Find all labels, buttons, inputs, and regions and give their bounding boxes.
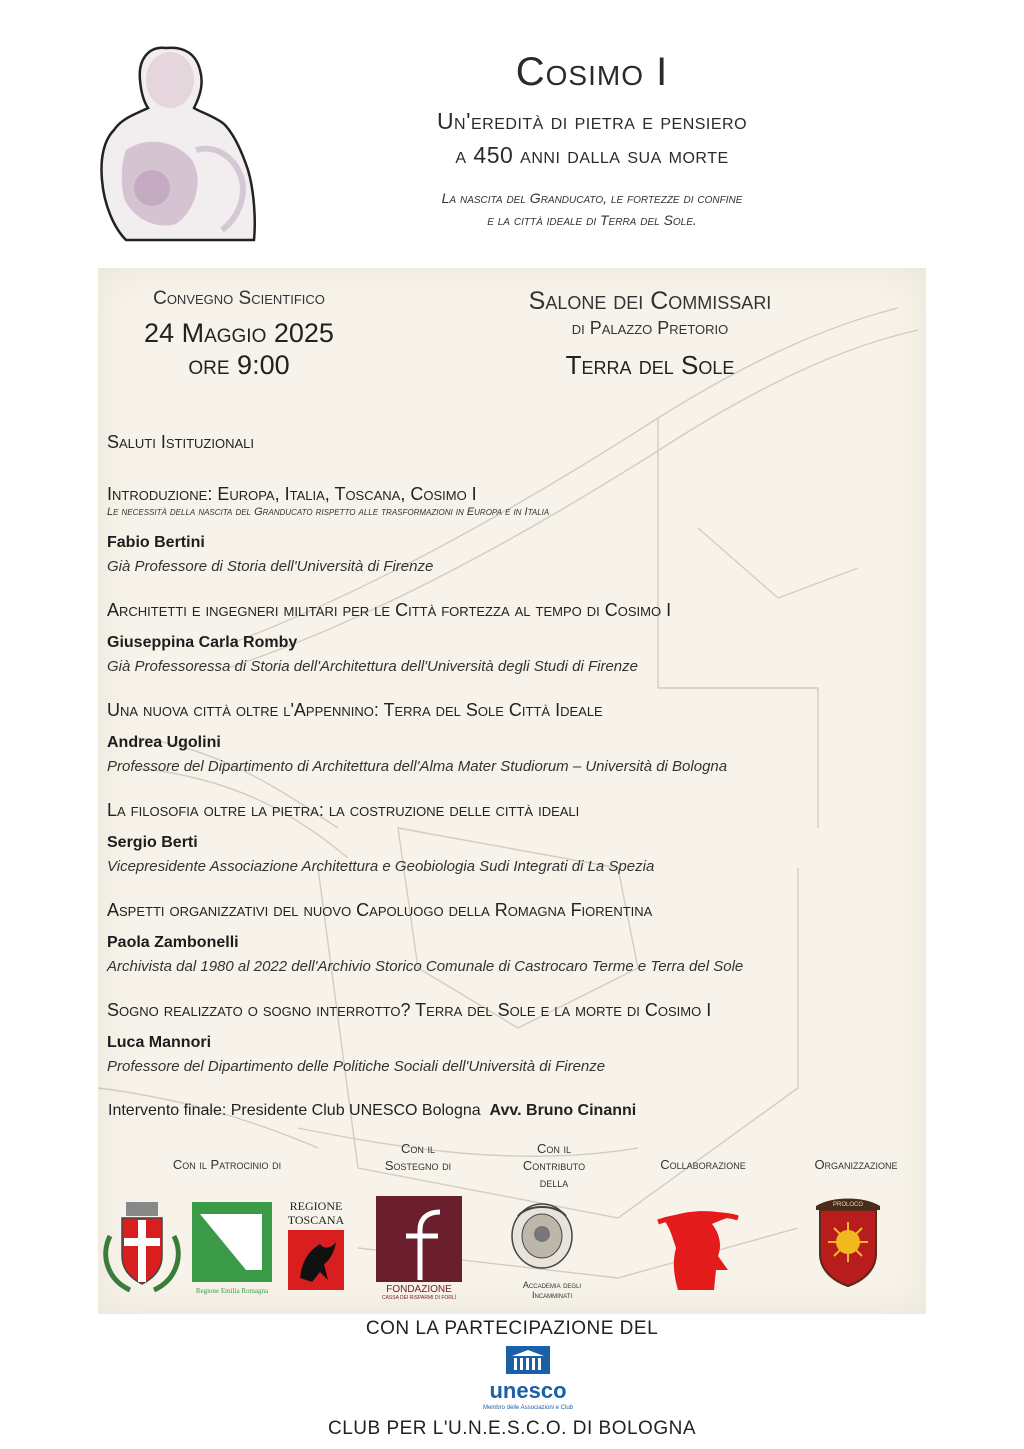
speaker-role: Archivista dal 1980 al 2022 dell'Archivio Storico Comunale di Castrocaro Terme e Terra del Sole — [107, 958, 744, 975]
venue-name: Salone dei Commissari — [528, 287, 772, 315]
cosimo-portrait — [96, 40, 258, 242]
support-label — [358, 1140, 478, 1174]
tagline-line-1: La nascita del Granducato, le fortezze di confine — [441, 190, 743, 206]
speaker-name: Giuseppina Carla Romby — [107, 634, 298, 651]
session-title: Una nuova città oltre l'Appennino: Terra del Sole Città Ideale — [107, 700, 603, 720]
patronage-label: Con il Patrocinio di — [172, 1157, 282, 1172]
contribution-label-line: Contributo — [522, 1158, 586, 1173]
session-title: Sogno realizzato o sogno interrotto? Terra del Sole e la morte di Cosimo I — [107, 1000, 712, 1020]
event-time: ore 9:00 — [188, 350, 290, 380]
accademia-caption-line: Accademia degli — [522, 1280, 582, 1290]
speaker-role: Vicepresidente Associazione Architettura e Geobiologia Sudi Integrati di La Spezia — [107, 858, 655, 875]
regione-toscana-logo-icon — [284, 1198, 348, 1294]
speaker-name: Luca Mannori — [107, 1034, 212, 1051]
unesco-subtitle: Membro delle Associazioni e Club — [482, 1405, 574, 1411]
unesco-wordmark: unesco — [489, 1378, 567, 1403]
support-label-line: Con il — [400, 1141, 435, 1156]
accademia-crest-icon — [502, 1200, 582, 1276]
emilia-romagna-caption: Regione Emilia Romagna — [195, 1287, 269, 1295]
final-speech-label: Intervento finale: Presidente Club UNESCO Bologna — [108, 1102, 481, 1119]
emilia-romagna-logo-icon — [190, 1200, 274, 1296]
speaker-name: Fabio Bertini — [107, 534, 205, 551]
greetings-heading: Saluti Istituzionali — [107, 432, 254, 452]
event-date: 24 Maggio 2025 — [144, 318, 334, 348]
fondazione-subcaption: CASSA DEI RISPARMI DI FORLÌ — [381, 1295, 457, 1300]
speaker-name: Andrea Ugolini — [107, 734, 221, 751]
municipality-crest-icon — [100, 1196, 184, 1294]
page-title: Cosimo I — [515, 50, 669, 94]
organization-label: Organizzazione — [814, 1157, 898, 1172]
contribution-label-line: Con il — [536, 1141, 571, 1156]
session-title: La filosofia oltre la pietra: la costruzione delle città ideali — [107, 800, 580, 820]
venue-town: Terra del Sole — [565, 350, 735, 380]
tagline-line-2: e la città ideale di Terra del Sole. — [487, 212, 697, 228]
accademia-caption-line: Incamminati — [531, 1290, 573, 1300]
toscana-caption-line: TOSCANA — [287, 1213, 345, 1227]
subtitle-line-1: Un'eredità di pietra e pensiero — [436, 108, 748, 134]
proloco-crest-icon — [812, 1192, 884, 1292]
club-name: CLUB PER L'U.N.E.S.C.O. DI BOLOGNA — [328, 1418, 696, 1439]
accademia-caption — [492, 1280, 612, 1300]
event-type: Convegno Scientifico — [153, 288, 325, 309]
unesco-logo-icon — [472, 1346, 584, 1412]
final-speech — [108, 1102, 636, 1120]
proloco-label: PROLOCO — [832, 1202, 864, 1208]
speaker-role: Già Professoressa di Storia dell'Architettura dell'Università degli Studi di Firenze — [107, 658, 638, 675]
contribution-label — [494, 1140, 614, 1191]
venue-building: di Palazzo Pretorio — [571, 318, 729, 338]
support-label-line: Sostegno di — [384, 1158, 452, 1173]
session-title: Aspetti organizzativi del nuovo Capoluogo della Romagna Fiorentina — [107, 900, 653, 920]
contribution-label-line: della — [539, 1175, 569, 1190]
participation-text: CON LA PARTECIPAZIONE DEL — [365, 1318, 659, 1339]
fondazione-logo-icon — [376, 1196, 464, 1300]
toscana-caption-line: REGIONE — [289, 1199, 343, 1213]
speaker-role: Professore del Dipartimento delle Politiche Sociali dell'Università di Firenze — [107, 1058, 606, 1075]
session-title: Introduzione: Europa, Italia, Toscana, Cosimo I — [107, 484, 477, 504]
session-note: Le necessità della nascita del Granducato rispetto alle trasformazioni in Europa e in Italia — [107, 506, 550, 518]
speaker-name: Paola Zambonelli — [107, 934, 239, 951]
red-silhouette-logo-icon — [650, 1200, 746, 1292]
final-speech-name: Avv. Bruno Cinanni — [489, 1102, 637, 1119]
speaker-name: Sergio Berti — [107, 834, 198, 851]
speaker-role: Già Professore di Storia dell'Università di Firenze — [107, 558, 434, 575]
speaker-role: Professore del Dipartimento di Architettura dell'Alma Mater Studiorum – Università di Bologna — [107, 758, 728, 775]
collaboration-label: Collaborazione — [660, 1157, 746, 1172]
subtitle-line-2: a 450 anni dalla sua morte — [455, 142, 729, 168]
session-title: Architetti e ingegneri militari per le Città fortezza al tempo di Cosimo I — [107, 600, 672, 620]
fondazione-caption: FONDAZIONE — [386, 1284, 452, 1295]
